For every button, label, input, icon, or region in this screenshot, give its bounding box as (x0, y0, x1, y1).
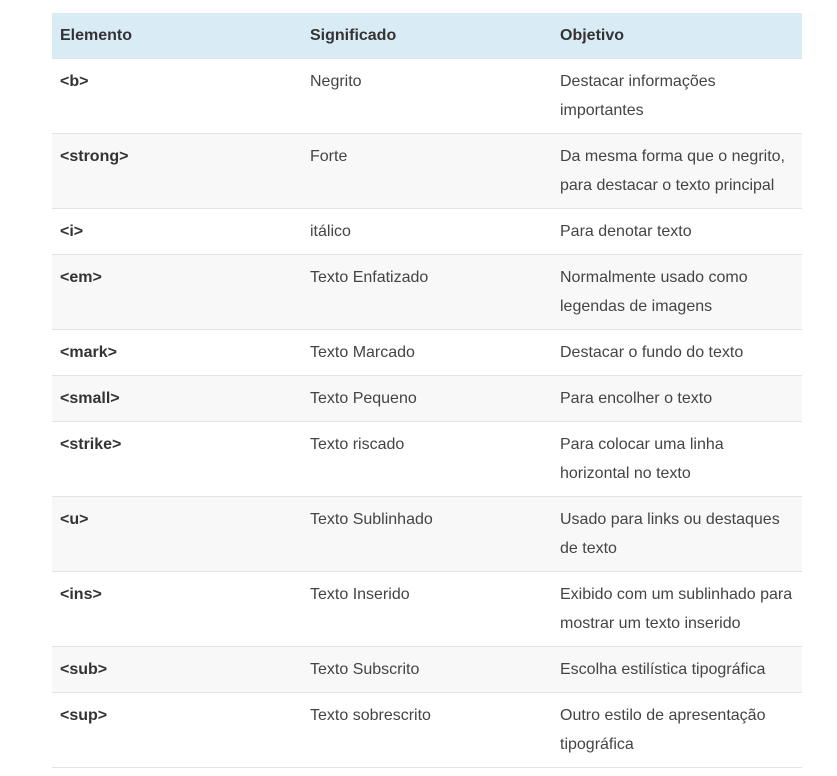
cell-significado: Texto Enfatizado (302, 255, 552, 330)
table-row (52, 376, 802, 422)
cell-objetivo: Destacar informações importantes (552, 59, 802, 134)
html-elements-table (52, 13, 802, 768)
cell-objetivo: Usado para links ou destaques de texto (552, 497, 802, 572)
cell-objetivo: Para encolher o texto (552, 376, 802, 422)
header-row (52, 13, 802, 59)
table-row (52, 647, 802, 693)
cell-objetivo: Destacar o fundo do texto (552, 330, 802, 376)
cell-elemento: <sub> (52, 647, 302, 693)
cell-elemento: <u> (52, 497, 302, 572)
cell-elemento: <sup> (52, 693, 302, 768)
cell-significado: Texto sobrescrito (302, 693, 552, 768)
table-row (52, 59, 802, 134)
table-row (52, 209, 802, 255)
cell-objetivo: Exibido com um sublinhado para mostrar um texto inserido (552, 572, 802, 647)
cell-elemento: <small> (52, 376, 302, 422)
table-row (52, 134, 802, 209)
table-container (52, 13, 802, 768)
cell-objetivo: Para colocar uma linha horizontal no texto (552, 422, 802, 497)
table-row (52, 422, 802, 497)
cell-objetivo: Normalmente usado como legendas de imagens (552, 255, 802, 330)
table-header (52, 13, 802, 59)
cell-objetivo: Outro estilo de apresentação tipográfica (552, 693, 802, 768)
cell-significado: Texto Sublinhado (302, 497, 552, 572)
table-row (52, 572, 802, 647)
cell-elemento: <b> (52, 59, 302, 134)
cell-elemento: <strong> (52, 134, 302, 209)
cell-significado: Texto Marcado (302, 330, 552, 376)
cell-objetivo: Escolha estilística tipográfica (552, 647, 802, 693)
header-objetivo: Objetivo (560, 26, 625, 44)
cell-significado: Negrito (302, 59, 552, 134)
cell-elemento: <em> (52, 255, 302, 330)
cell-objetivo: Da mesma forma que o negrito, para destacar o texto principal (552, 134, 802, 209)
cell-elemento: <i> (52, 209, 302, 255)
header-significado: Significado (310, 26, 397, 44)
table-body (52, 59, 802, 768)
cell-objetivo: Para denotar texto (552, 209, 802, 255)
cell-elemento: <mark> (52, 330, 302, 376)
cell-elemento: <ins> (52, 572, 302, 647)
table-row (52, 497, 802, 572)
cell-significado: Forte (302, 134, 552, 209)
cell-significado: itálico (302, 209, 552, 255)
cell-significado: Texto Subscrito (302, 647, 552, 693)
cell-elemento: <strike> (52, 422, 302, 497)
cell-significado: Texto Pequeno (302, 376, 552, 422)
table-row (52, 255, 802, 330)
table-row (52, 330, 802, 376)
table-row (52, 693, 802, 768)
cell-significado: Texto Inserido (302, 572, 552, 647)
cell-significado: Texto riscado (302, 422, 552, 497)
header-elemento: Elemento (60, 26, 133, 44)
